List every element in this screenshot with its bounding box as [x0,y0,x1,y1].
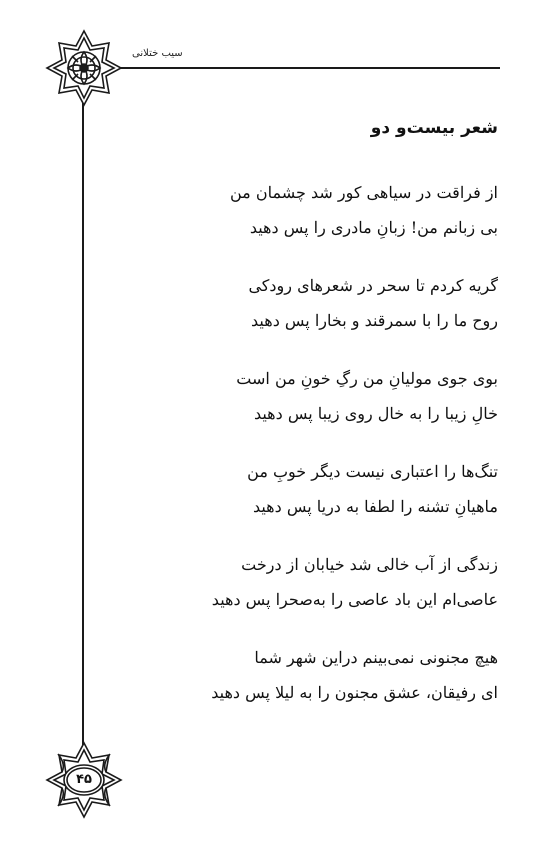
verse-line: خالِ زیبا را به خال روی زیبا پس دهید [253,404,498,423]
verse-line: عاصی‌ام این باد عاصی را به‌صحرا پس دهید [211,590,498,609]
page-number: ۴۵ [76,772,92,787]
stanza [118,547,498,617]
stanza [118,454,498,524]
verse-line: از فراقت در سیاهی کور شد چشمان من [230,183,498,202]
header-rule [83,67,500,69]
poem-body [118,175,498,733]
top-rosette-icon [44,28,124,108]
verse-line: ماهیانِ تشنه را لطفا به دریا پس دهید [252,497,498,516]
verse-line: تنگ‌ها را اعتباری نیست دیگر خوبِ من [247,462,498,481]
poem-title: شعر بیست‌و دو [370,118,498,138]
verse-line: زندگی از آب خالی شد خیابان از درخت [241,555,498,574]
verse-line: گریه کردم تا سحر در شعرهای رودکی [248,276,498,295]
verse-line: هیچ مجنونی نمی‌بینم دراین شهر شما [254,648,498,667]
margin-rule [82,68,84,780]
stanza [118,640,498,710]
verse-line: بی زبانم من! زبانِ مادری را پس دهید [249,218,498,237]
stanza [118,175,498,245]
stanza [118,361,498,431]
running-header-book-title: سیب ختلانی [132,48,183,59]
verse-line: ای رفیقان، عشق مجنون را به لیلا پس دهید [211,683,498,702]
verse-line: روح ما را با سمرقند و بخارا پس دهید [251,311,498,330]
stanza [118,268,498,338]
verse-line: بوی جوی مولیانِ من رگِ خونِ من است [236,369,498,388]
